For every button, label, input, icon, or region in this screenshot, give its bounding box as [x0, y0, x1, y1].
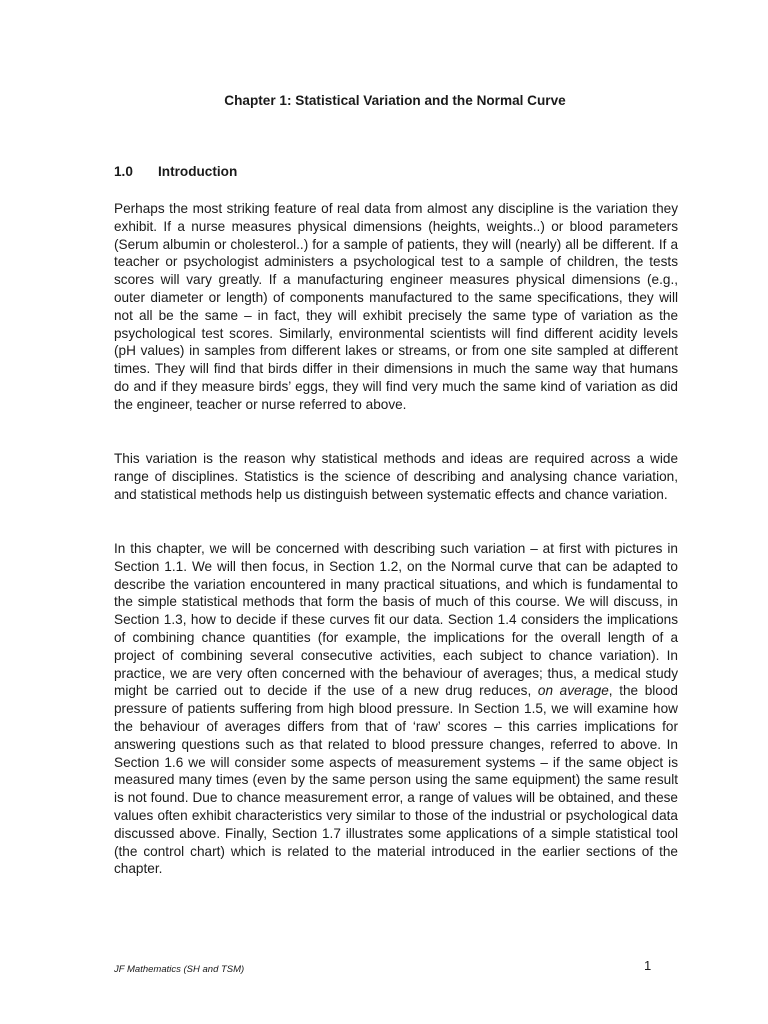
paragraph-3-emphasis: on average — [537, 683, 609, 699]
page-number: 1 — [644, 958, 652, 973]
section-title: Introduction — [158, 164, 238, 179]
section-heading — [114, 164, 237, 179]
paragraph-2: This variation is the reason why statistical methods and ideas are required across a wide range of disciplines. Statistics is the science of describing and analysing chance variation, and statistical methods help us distinguish between systematic effects and chance variation. — [114, 451, 678, 502]
paragraph-3-text-b: , the blood pressure of patients suffering from high blood pressure. In Section 1.5, we will examine how the behaviour of averages differs from that of ‘raw’ scores – this carries implications for answering questions such as that related to blood pressure changes, referred to above. In Section 1.6 we will consider some aspects of measurement systems – if the same object is measured many times (even by the same person using the same equipment) the same result is not found. Due to chance measurement error, a range of values will be obtained, and these values often exhibit characteristics very similar to those of the industrial or psychological data discussed above. Finally, Section 1.7 illustrates some applications of a simple statistical tool (the control chart) which is related to the material introduced in the earlier sections of the chapter. — [114, 683, 678, 877]
paragraph-1: Perhaps the most striking feature of real data from almost any discipline is the variation they exhibit. If a nurse measures physical dimensions (heights, weights..) or blood parameters (Serum albumin or cholesterol..) for a sample of patients, they will (nearly) all be different. If a teacher or psychologist administers a psychological test to a sample of children, the tests scores will vary greatly. If a manufacturing engineer measures physical dimensions (e.g., outer diameter or length) of components manufactured to the same specifications, they will not all be the same – in fact, they will exhibit precisely the same type of variation as the psychological test scores. Similarly, environmental scientists will find different acidity levels (pH values) in samples from different lakes or streams, or from one site sampled at different times. They will find that birds differ in their dimensions in much the same way that humans do and if they measure birds’ eggs, they will find very much the same kind of variation as did the engineer, teacher or nurse referred to above. — [114, 201, 678, 412]
paragraph-3-text-a: In this chapter, we will be concerned with describing such variation – at first with pictures in Section 1.1. We will then focus, in Section 1.2, on the Normal curve that can be adapted to describe the variation encountered in many practical situations, and which is fundamental to the simple statistical methods that form the basis of much of this course. We will discuss, in Section 1.3, how to decide if these curves fit our data. Section 1.4 considers the implications of combining chance quantities (for example, the implications for the overall length of a project of combining several consecutive activities, each subject to chance variation). In practice, we are very often concerned with the behaviour of averages; thus, a medical study might be carried out to decide if the use of a new drug reduces, — [114, 541, 678, 699]
section-number: 1.0 — [114, 164, 133, 179]
chapter-title: Chapter 1: Statistical Variation and the Normal Curve — [224, 93, 566, 108]
footer-text: JF Mathematics (SH and TSM) — [114, 964, 245, 975]
paragraph-3 — [114, 540, 678, 878]
